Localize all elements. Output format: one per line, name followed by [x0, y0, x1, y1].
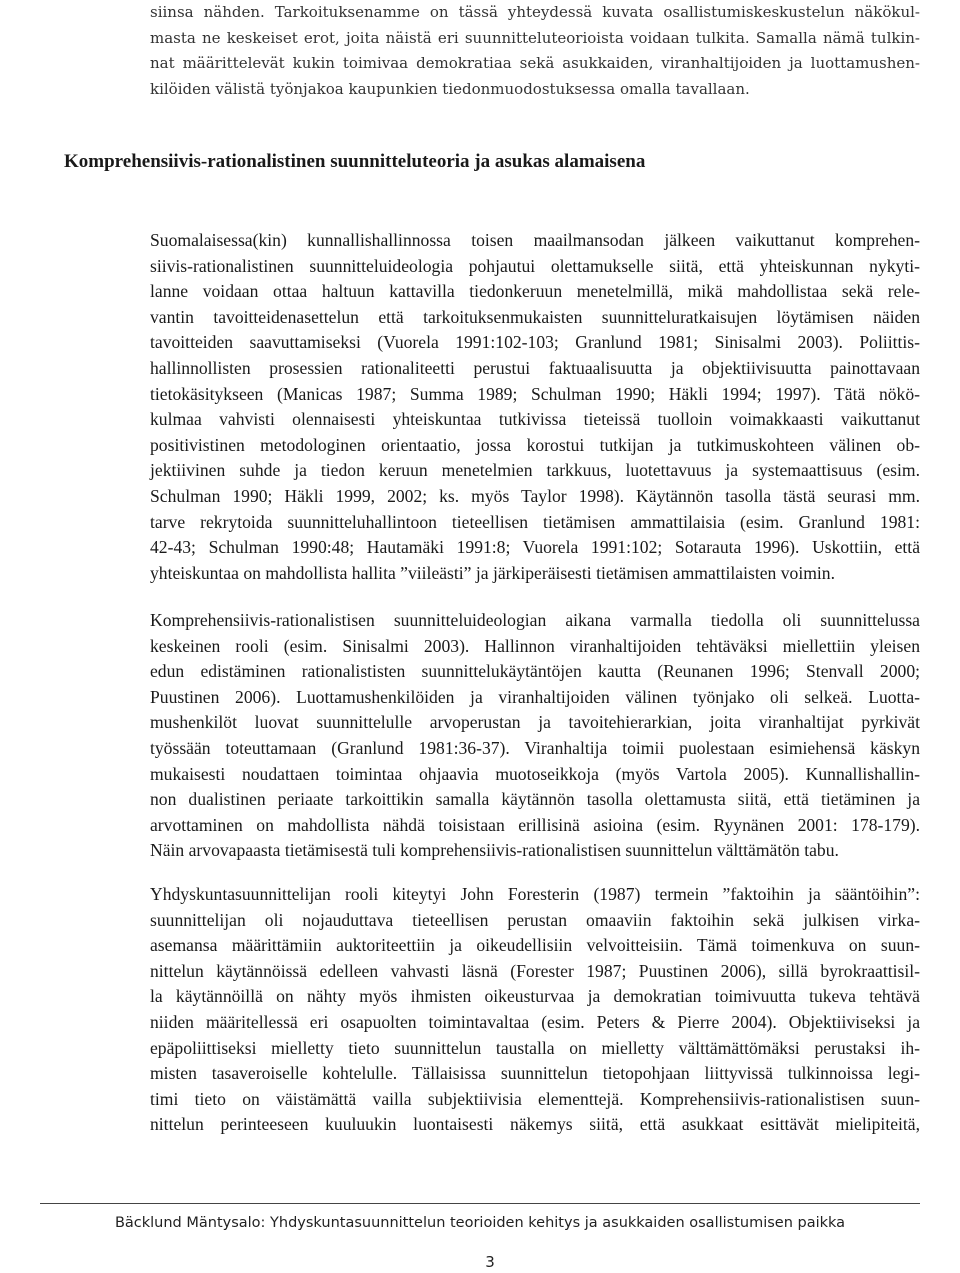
paragraph-line: Näin arvovapaasta tietämisestä tuli komprehensiivis-rationalistisen suunnittelun välttämätön tabu.	[150, 840, 839, 861]
paragraph-line: Suomalaisessa(kin) kunnallishallinnossa toisen maailmansodan jälkeen vaikuttanut komprehen-	[150, 230, 920, 250]
paragraph-line: misten tasaveroiselle kohtelulle. Tällaisissa suunnittelun tietopohjaan liittyvissä tulkinnoissa legi-	[150, 1063, 920, 1084]
intro-line: kilöiden välistä työnjakoa kaupunkien tiedonmuodostuksessa omalla tavallaan.	[150, 79, 750, 98]
paragraph-line: hallinnollisten prosessien rationaliteetti perustui faktuaalisuutta ja objektiivisuutta painottavaan	[150, 357, 920, 378]
intro-line: masta ne keskeiset erot, joita näistä eri suunnitteluteorioista voidaan tulkita. Samalla nämä tulkin-	[150, 28, 920, 47]
paragraph-line: lanne voidaan ottaa haltuun kattavilla tiedonkeruun menetelmillä, mikä mahdollistaa sekä rele-	[150, 281, 920, 302]
paragraph-line: edun edistäminen rationalististen suunnittelukäytäntöjen kautta (Reunanen 1996; Stenvall 2000;	[150, 661, 920, 682]
paragraph-line: 42-43; Schulman 1990:48; Hautamäki 1991:8; Vuorela 1991:102; Sotarauta 1996). Uskottiin, että	[150, 537, 920, 558]
paragraph-line: epäpoliittiseksi mielletty tieto suunnittelun taustalla on mielletty välttämättömäksi perustaksi ih-	[150, 1037, 920, 1058]
paragraph-line: Puustinen 2006). Luottamushenkilöiden ja viranhaltijoiden välinen työnjako oli selkeä. Luotta-	[150, 686, 920, 707]
paragraph-line: arvottaminen on mahdollista nähdä toisistaan erillisinä asioina (esim. Ryynänen 2001: 178-179).	[150, 814, 920, 835]
body-paragraph-3	[150, 882, 920, 1138]
paragraph-line: Komprehensiivis-rationalistisen suunnitteluideologian aikana varmalla tiedolla oli suunnittelussa	[150, 610, 920, 630]
paragraph-line: mukaisesti noudattaen toimintaa ohjaavia muotoseikkoja (myös Vartola 2005). Kunnallishallin-	[150, 763, 920, 784]
paragraph-line: siivis-rationalistinen suunnitteluideologia pohjautui olettamukselle siitä, että yhteiskunnan nykyti-	[150, 255, 920, 276]
paragraph-line: nittelun perinteeseen kuuluukin luontaisesti näkemys siitä, että asukkaat esittävät mielipiteitä,	[150, 1114, 920, 1135]
paragraph-line: nittelun käytännöissä edelleen vahvasti läsnä (Forester 1987; Puustinen 2006), sillä byrokraattisil-	[150, 960, 920, 981]
paragraph-line: tietokäsitykseen (Manicas 1987; Summa 1989; Schulman 1990; Häkli 1994; 1997). Tätä nökö-	[150, 383, 920, 404]
paragraph-line: niiden määritellessä eri osapuolten toimintavaltaa (esim. Peters & Pierre 2004). Objektiiviseksi ja	[150, 1011, 920, 1032]
intro-paragraph	[150, 0, 920, 102]
paragraph-line: mushenkilöt luovat suunnittelulle arvoperustan ja tavoitehierarkian, joita viranhaltijat pyrkivät	[150, 712, 920, 733]
page-number: 3	[485, 1253, 495, 1271]
paragraph-line: tavoitteiden saavuttamiseksi (Vuorela 1991:102-103; Granlund 1981; Sinisalmi 2003). Poliittis-	[150, 332, 920, 353]
intro-line: nat määrittelevät kukin toimivaa demokratiaa sekä asukkaiden, viranhaltijoiden ja luottamushen-	[150, 54, 920, 72]
paragraph-line: Yhdyskuntasuunnittelijan rooli kiteytyi John Foresterin (1987) termein ”faktoihin ja sääntöihin”:	[150, 884, 920, 904]
paragraph-line: positivistinen metodologinen orientaatio, jossa korostui tutkijan ja tutkimuskohteen välinen ob-	[150, 434, 920, 455]
running-footer: Bäcklund Mäntysalo: Yhdyskuntasuunnittelun teorioiden kehitys ja asukkaiden osallistumisen paikka	[114, 1215, 846, 1231]
paragraph-line: vantin tavoitteidenasettelun että tarkoituksenmukaisten suunnitteluratkaisujen löytämisen näiden	[150, 306, 920, 327]
footer-divider	[40, 1203, 920, 1204]
paragraph-line: jektiivinen suhde ja tiedon keruun menetelmien tarkkuus, luotettavuus ja systemaattisuus (esim.	[150, 460, 920, 481]
paragraph-line: la käytännöillä on nähty myös ihmisten oikeusturvaa ja demokratian toimivuutta tukeva tehtävä	[150, 986, 920, 1007]
body-paragraph-2	[150, 608, 920, 864]
paragraph-line: non dualistinen periaate tarkoittikin samalla käytännön tasolla olettamusta siitä, että tietäminen ja	[150, 789, 920, 810]
paragraph-line: keskeinen rooli (esim. Sinisalmi 2003). Hallinnon viranhaltijoiden tehtäväksi miellettiin yleisen	[150, 635, 920, 656]
body-paragraph-1	[150, 228, 920, 586]
paragraph-line: tarve rekrytoida suunnitteluhallintoon tieteellisen tietämisen ammattilaisia (esim. Granlund 1981:	[150, 511, 920, 532]
paragraph-line: timi tieto on väistämättä vailla subjektiivisia elementtejä. Komprehensiivis-rationalistisen suun-	[150, 1088, 920, 1109]
paragraph-line: yhteiskuntaa on mahdollista hallita ”viileästi” ja järkiperäisesti tietämisen ammattilaisten voimin.	[150, 562, 835, 583]
paragraph-line: kulmaa vahvisti olennaisesti yhteiskuntaa tutkivissa tieteissä tuolloin voimakkaasti vaikuttanut	[150, 409, 920, 430]
paragraph-line: asemansa määrittämiin auktoriteettiin ja oikeudellisiin velvoitteisiin. Tämä toimenkuva on suun-	[150, 935, 920, 956]
paragraph-line: työssään toteuttamaan (Granlund 1981:36-37). Viranhaltija toimii puolestaan esimiehensä käskyn	[150, 737, 920, 758]
intro-line: siinsa nähden. Tarkoituksenamme on tässä yhteydessä kuvata osallistumiskeskustelun näkökul-	[150, 3, 920, 21]
paragraph-line: suunnittelijan oli nojauduttava tieteellisen perustan omaaviin faktoihin sekä julkisen virka-	[150, 909, 920, 930]
paragraph-line: Schulman 1990; Häkli 1999, 2002; ks. myös Taylor 1998). Käytännön tasolla tästä seurasi mm.	[150, 485, 920, 506]
section-heading: Komprehensiivis-rationalistinen suunnitteluteoria ja asukas alamaisena	[64, 151, 646, 172]
